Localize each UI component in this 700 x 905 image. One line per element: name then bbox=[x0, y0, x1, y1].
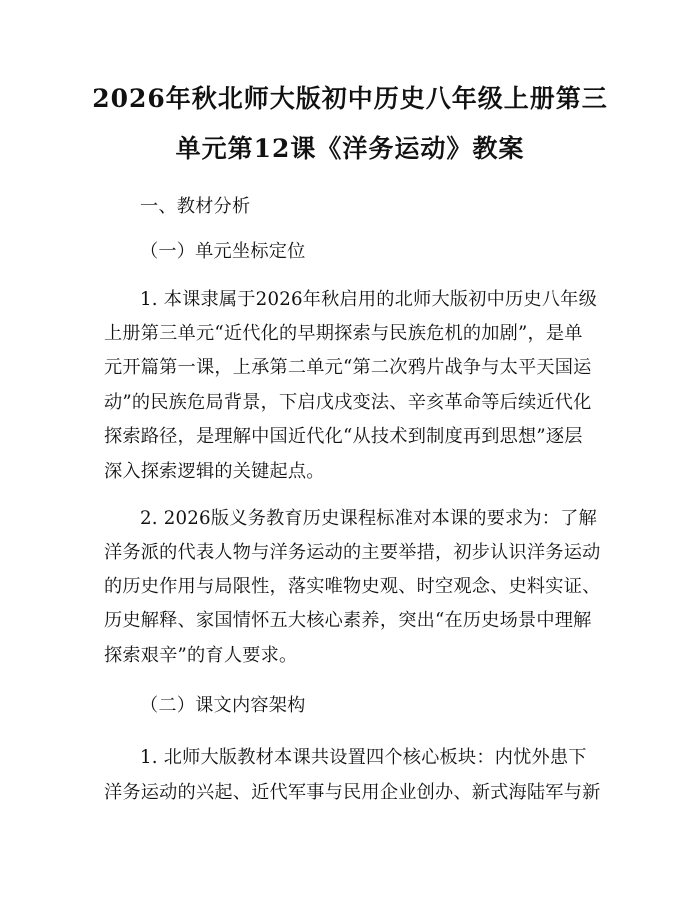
document-title-line-2: 单元第12课《洋务运动》教案 bbox=[175, 134, 525, 163]
section-heading-textbook-analysis: 一、教材分析 bbox=[140, 196, 251, 217]
paragraph-line: 动”的民族危局背景，下启戊戌变法、辛亥革命等后续近代化 bbox=[104, 392, 592, 413]
paragraph-line: 历史解释、家国情怀五大核心素养，突出“在历史场景中理解 bbox=[104, 610, 592, 631]
paragraph-line: 元开篇第一课，上承第二单元“第二次鸦片战争与太平天国运 bbox=[104, 357, 592, 378]
subsection-heading-unit-positioning: （一）单元坐标定位 bbox=[140, 241, 306, 262]
paragraph-line: 探索艰辛”的育人要求。 bbox=[104, 645, 298, 666]
paragraph-line: 深入探索逻辑的关键起点。 bbox=[104, 461, 325, 482]
paragraph-line: 探索路径，是理解中国近代化“从技术到制度再到思想”逐层 bbox=[104, 426, 583, 447]
paragraph-line: 1. 北师大版教材本课共设置四个核心板块：内忧外患下 bbox=[140, 747, 587, 768]
subsection-heading-content-structure: （二）课文内容架构 bbox=[140, 695, 306, 716]
paragraph-line: 的历史作用与局限性，落实唯物史观、时空观念、史料实证、 bbox=[104, 576, 601, 597]
paragraph-line: 洋务运动的兴起、近代军事与民用企业创办、新式海陆军与新 bbox=[104, 782, 601, 803]
paragraph-line: 上册第三单元“近代化的早期探索与民族危机的加剧”，是单 bbox=[104, 323, 583, 344]
document-title-line-1: 2026年秋北师大版初中历史八年级上册第三 bbox=[92, 84, 608, 113]
paragraph-line: 1. 本课隶属于2026年秋启用的北师大版初中历史八年级 bbox=[140, 289, 597, 310]
paragraph-line: 洋务派的代表人物与洋务运动的主要举措，初步认识洋务运动 bbox=[104, 542, 601, 563]
paragraph-line: 2. 2026版义务教育历史课程标准对本课的要求为：了解 bbox=[140, 508, 597, 529]
